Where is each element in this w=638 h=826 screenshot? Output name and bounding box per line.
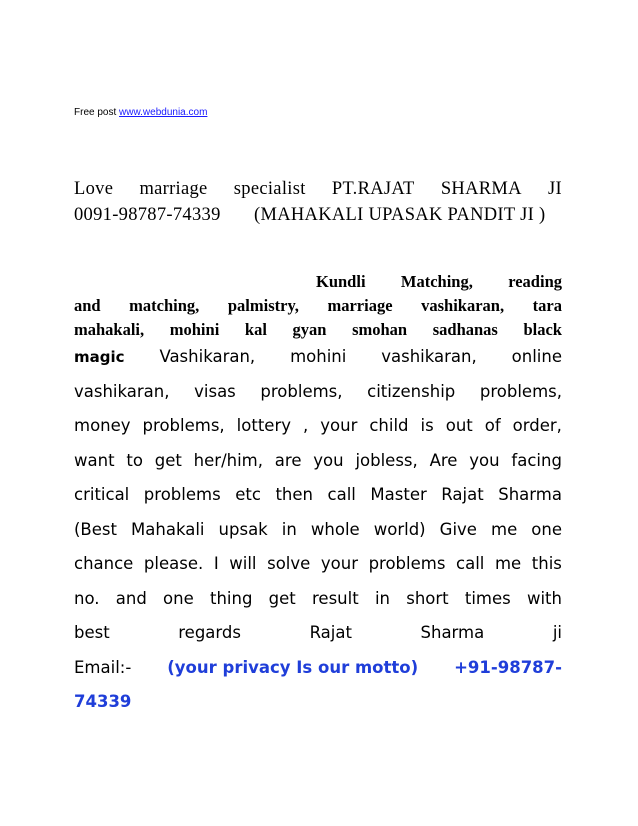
- body-text: [74, 340, 562, 720]
- title-word: marriage: [139, 179, 208, 199]
- services-word: reading: [508, 272, 562, 291]
- body-word: problems,: [479, 381, 562, 401]
- free-post-line: [74, 107, 207, 118]
- body-word: please.: [143, 554, 204, 573]
- body-word: her/him,: [193, 450, 263, 470]
- title-line-1: [74, 176, 562, 202]
- services-word: and: [74, 296, 101, 315]
- body-word: mohini: [290, 347, 347, 366]
- body-word: upsak: [218, 519, 268, 539]
- body-word: money: [74, 416, 131, 435]
- body-row-11: [74, 685, 562, 720]
- body-word: Vashikaran,: [159, 347, 256, 366]
- body-word: thing: [209, 588, 253, 608]
- title-word: specialist: [233, 179, 306, 199]
- services-word: palmistry,: [227, 296, 299, 315]
- body-word: to: [126, 450, 143, 470]
- body-row-3: [74, 409, 562, 444]
- body-word: whole: [310, 519, 360, 539]
- body-word: ji: [552, 623, 562, 642]
- title-word: Love: [74, 179, 114, 199]
- services-word: gyan: [292, 320, 327, 339]
- body-word: world): [373, 519, 426, 539]
- body-word: Sharma: [498, 485, 562, 504]
- title-word: SHARMA: [440, 179, 522, 199]
- body-word: out: [445, 416, 473, 435]
- body-word: times: [464, 588, 511, 608]
- body-word: Are: [429, 450, 458, 470]
- body-word: magic: [74, 348, 125, 366]
- body-word: me: [494, 554, 522, 573]
- body-row-8: [74, 582, 562, 617]
- body-word: Rajat: [441, 485, 484, 504]
- body-word: best: [74, 623, 110, 642]
- body-word: problems: [143, 485, 221, 504]
- body-word: critical: [74, 485, 130, 504]
- body-word: online: [511, 347, 562, 366]
- body-word: this: [531, 554, 562, 573]
- body-word: one: [531, 519, 562, 539]
- body-word: call: [456, 554, 485, 573]
- body-word: chance: [74, 554, 134, 573]
- title-word: PT.RAJAT: [331, 179, 415, 199]
- body-word: Rajat: [309, 623, 352, 642]
- body-word: etc: [235, 485, 261, 504]
- services-word: sadhanas: [432, 320, 498, 339]
- body-word: with: [526, 588, 562, 608]
- services-word: smohan: [352, 320, 408, 339]
- body-word: solve: [267, 554, 311, 573]
- body-word: order,: [512, 416, 562, 435]
- body-word: of: [484, 416, 501, 435]
- body-word: visas: [194, 381, 236, 401]
- body-row-7: [74, 547, 562, 582]
- body-word: me: [491, 519, 518, 539]
- body-row-5: [74, 478, 562, 513]
- services-word: Kundli: [316, 272, 366, 291]
- body-row-6: [74, 513, 562, 548]
- body-word: then: [275, 485, 313, 504]
- services-word: black: [523, 320, 562, 339]
- body-word: Mahakali: [131, 519, 205, 539]
- services-row-2: [74, 294, 562, 318]
- body-word: regards: [178, 623, 241, 642]
- body-word: vashikaran,: [74, 381, 170, 401]
- privacy-motto: (your privacy Is our motto): [167, 657, 419, 677]
- body-row-4: [74, 444, 562, 479]
- email-label: Email:-: [74, 657, 132, 677]
- body-word: will: [229, 554, 257, 573]
- body-word: no.: [74, 588, 100, 608]
- services-word: mahakali,: [74, 320, 145, 339]
- body-word: (Best: [74, 519, 117, 539]
- services-row-3: [74, 318, 562, 342]
- body-word: get: [154, 450, 182, 470]
- services-word: matching,: [129, 296, 200, 315]
- body-word: Sharma: [420, 623, 485, 642]
- body-word: jobless,: [355, 450, 418, 470]
- title-line-2: [74, 202, 562, 228]
- body-word: and: [115, 588, 147, 608]
- body-word: you: [469, 450, 500, 470]
- body-word: facing: [511, 450, 562, 470]
- body-word: get: [268, 588, 296, 608]
- free-post-label: Free post: [74, 107, 117, 118]
- body-row-2: [74, 375, 562, 410]
- body-word: result: [312, 588, 359, 608]
- services-word: tara: [532, 296, 562, 315]
- body-word: is: [420, 416, 434, 435]
- title-subtitle: (MAHAKALI UPASAK PANDIT JI ): [254, 205, 546, 225]
- body-row-10: [74, 651, 562, 686]
- body-word: vashikaran,: [381, 347, 477, 366]
- body-row-9: [74, 616, 562, 651]
- contact-phone-part-2: 74339: [74, 692, 132, 711]
- body-word: Give: [439, 519, 477, 539]
- body-word: child: [369, 416, 409, 435]
- body-word: are: [274, 450, 302, 470]
- title-phone: 0091-98787-74339: [74, 205, 221, 225]
- services-row-1: [74, 270, 562, 294]
- body-word: ,: [303, 416, 309, 435]
- body-word: in: [374, 588, 390, 608]
- body-word: your: [320, 554, 358, 573]
- webdunia-link[interactable]: www.webdunia.com: [119, 107, 208, 118]
- body-word: your: [320, 416, 358, 435]
- body-word: problems,: [260, 381, 343, 401]
- title-word: JI: [548, 179, 562, 199]
- body-word: one: [163, 588, 194, 608]
- body-row-1: [74, 340, 562, 375]
- body-word: Master: [370, 485, 427, 504]
- services-word: Matching,: [400, 272, 473, 291]
- body-word: lottery: [236, 416, 291, 435]
- services-word: vashikaran,: [421, 296, 505, 315]
- title-block: [74, 176, 562, 228]
- body-word: call: [327, 485, 356, 504]
- body-word: want: [74, 450, 115, 470]
- body-word: problems,: [142, 416, 225, 435]
- body-word: I: [213, 554, 219, 573]
- services-block: [74, 270, 562, 342]
- body-word: in: [281, 519, 297, 539]
- body-word: citizenship: [367, 381, 456, 401]
- services-word: marriage: [327, 296, 393, 315]
- services-word: mohini: [169, 320, 220, 339]
- body-word: problems: [368, 554, 446, 573]
- body-word: you: [313, 450, 344, 470]
- contact-phone-part-1: +91-98787-: [454, 657, 562, 677]
- services-word: kal: [244, 320, 267, 339]
- body-word: short: [406, 588, 449, 608]
